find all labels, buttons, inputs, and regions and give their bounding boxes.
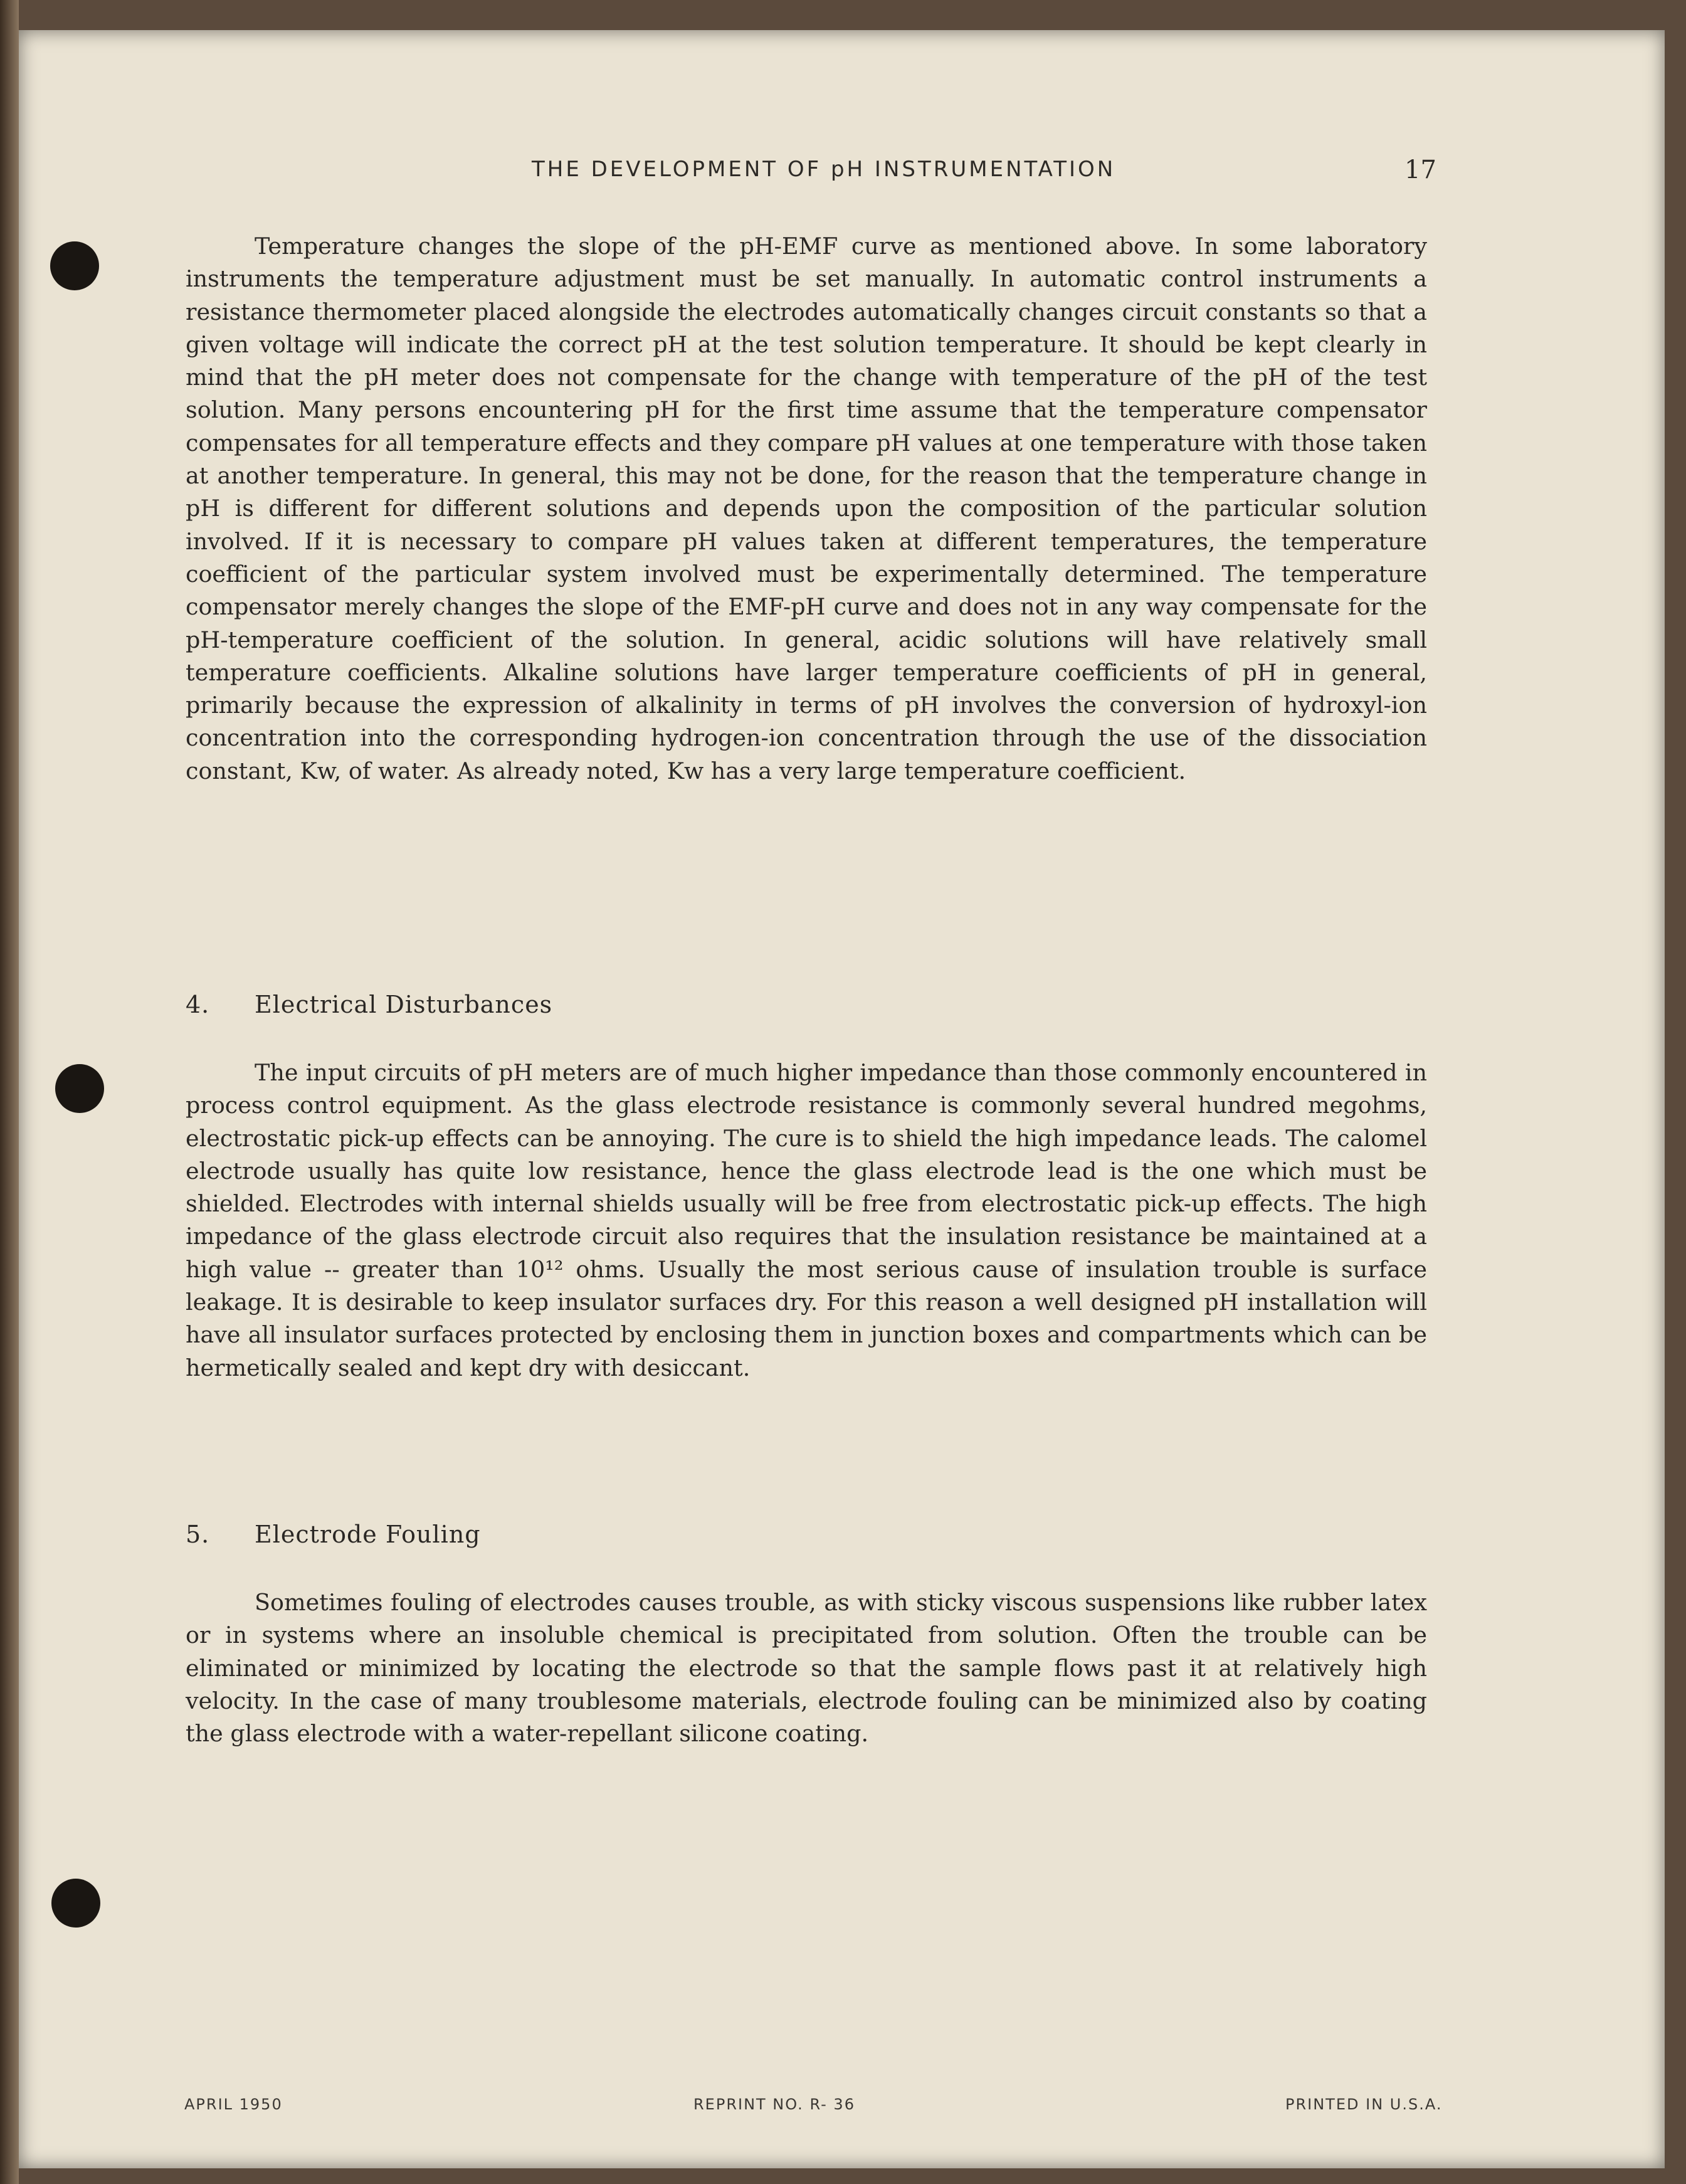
section-4-number: 4. <box>186 991 210 1018</box>
footer-reprint: REPRINT NO. R- 36 <box>693 2096 855 2113</box>
section-4-paragraph: The input circuits of pH meters are of much higher impedance than those commonly encountered in process control equipment. As the glass electrode resistance is commonly several hundred megohms, electrostatic pick-up effects can be annoying. The cure is to shield the high impedance leads. The calomel electrode usually has quite low resistance, hence the glass electrode lead is the one which must be shielded. Electrodes with internal shields usually will be free from electrostatic pick-up effects. The high impedance of the glass electrode circuit also requires that the insulation resistance be maintained at a high value -- greater than 10¹² ohms. Usually the most serious cause of insulation trouble is surface leakage. It is desirable to keep insulator surfaces dry. For this reason a well designed pH installation will have all insulator surfaces protected by enclosing them in junction boxes and compartments which can be hermetically sealed and kept dry with desiccant. <box>186 1059 1427 1381</box>
punch-hole-middle <box>55 1064 104 1113</box>
section-4-heading <box>186 991 552 1018</box>
footer-printed: PRINTED IN U.S.A. <box>1285 2096 1443 2113</box>
binding-edge <box>0 0 19 2184</box>
section-5-paragraph: Sometimes fouling of electrodes causes trouble, as with sticky viscous suspensions like rubber latex or in systems where an insoluble chemical is precipitated from solution. Often the trouble can be eliminated or minimized by locating the electrode so that the sample flows past it at relatively high velocity. In the case of many troublesome materials, electrode fouling can be minimized also by coating the glass electrode with a water-repellant silicone coating. <box>186 1589 1427 1748</box>
intro-paragraph-block <box>186 230 1427 788</box>
footer-date: APRIL 1950 <box>184 2096 283 2113</box>
section-5-paragraph-block <box>186 1586 1427 1750</box>
section-5-number: 5. <box>186 1521 210 1548</box>
punch-hole-bottom <box>51 1879 100 1928</box>
running-title: THE DEVELOPMENT OF pH INSTRUMENTATION <box>532 157 1116 182</box>
punch-hole-top <box>50 241 99 290</box>
intro-paragraph: Temperature changes the slope of the pH-EMF curve as mentioned above. In some laboratory instruments the temperature adjustment must be set manually. In automatic control instruments a resistance thermometer placed alongside the electrodes automatically changes circuit constants so that a given voltage will indicate the correct pH at the test solution temperature. It should be kept clearly in mind that the pH meter does not compensate for the change with temperature of the pH of the test solution. Many persons encountering pH for the first time assume that the temperature compensator compensates for all temperature effects and they compare pH values at one temperature with those taken at another temperature. In general, this may not be done, for the reason that the temperature change in pH is different for different solutions and depends upon the composition of the particular solution involved. If it is necessary to compare pH values taken at different temperatures, the temperature coefficient of the particular system involved must be experimentally determined. The temperature compensator merely changes the slope of the EMF-pH curve and does not in any way compensate for the pH-temperature coefficient of the solution. In general, acidic solutions will have relatively small temperature coefficients. Alkaline solutions have larger temperature coefficients of pH in general, primarily because the expression of alkalinity in terms of pH involves the conversion of hydroxyl-ion concentration into the corresponding hydrogen-ion concentration through the use of the dissociation constant, Kw, of water. As already noted, Kw has a very large temperature coefficient. <box>186 233 1427 784</box>
section-4-title: Electrical Disturbances <box>255 991 553 1018</box>
section-5-title: Electrode Fouling <box>255 1521 481 1548</box>
page-number: 17 <box>1404 156 1436 184</box>
section-5-heading <box>186 1521 481 1548</box>
section-4-paragraph-block <box>186 1057 1427 1385</box>
